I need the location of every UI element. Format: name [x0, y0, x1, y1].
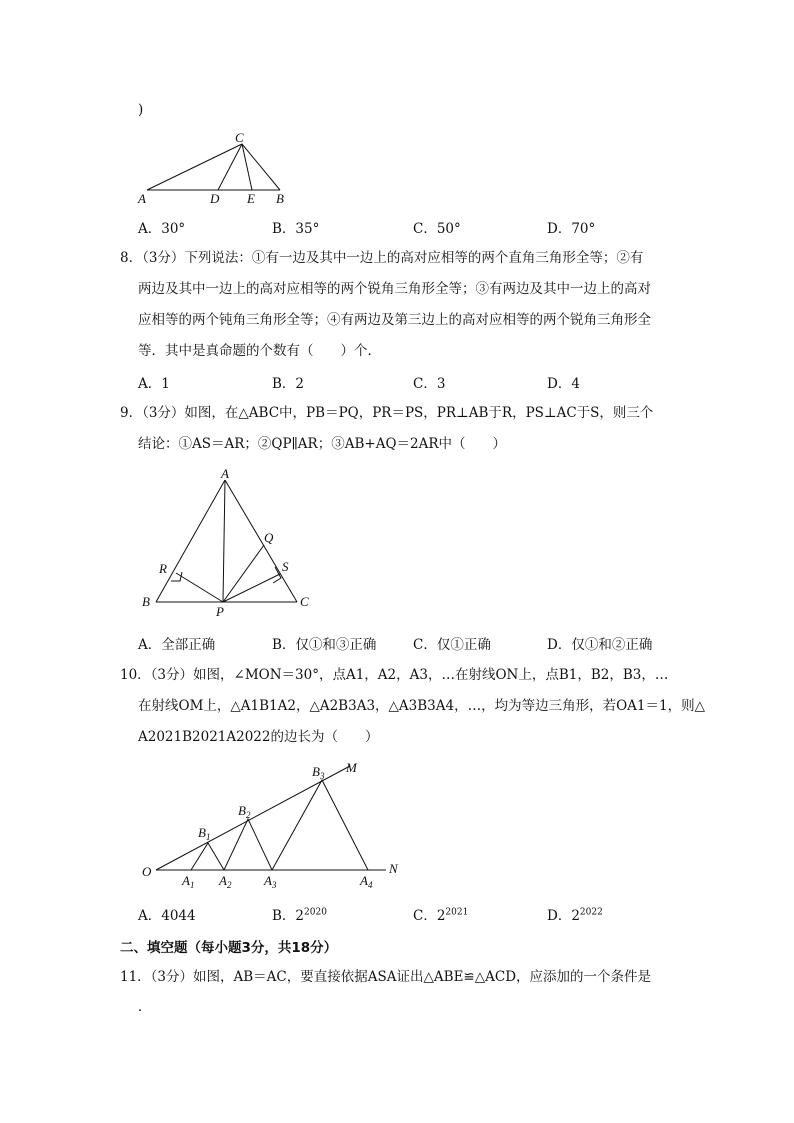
q7-label-e: E [247, 191, 255, 206]
q11-line-1: 11．（3分）如图，AB＝AC，要直接依据ASA证出△ABE≌△ACD，应添加的一个条件是 [120, 969, 652, 985]
q9-label-c: C [300, 594, 309, 609]
q8-option-b: B．2 [272, 376, 305, 392]
q9-label-b: B [142, 594, 150, 609]
q9-line-2: 结论：①AS＝AR；②QP∥AR；③AB+AQ＝2AR中（ ） [138, 436, 507, 452]
q7-label-c: C [235, 130, 244, 145]
q10-label-a4: $A_4$ [360, 873, 373, 890]
q10-option-c: C．$2^{2021}$ [413, 907, 469, 924]
q8-line-1: 8．（3分）下列说法：①有一边及其中一边上的高对应相等的两个直角三角形全等；②有 [120, 250, 644, 266]
q7-label-b: B [276, 191, 284, 206]
q8-line-2: 两边及其中一边上的高对应相等的两个锐角三角形全等；③有两边及其中一边上的高对 [138, 281, 651, 297]
q9-line-1: 9．（3分）如图，在△ABC中，PB＝PQ，PR＝PS，PR⊥AB于R，PS⊥AC于S，则三个 [120, 405, 654, 421]
q9-label-p: P [216, 604, 224, 616]
section-2-heading: 二、填空题（每小题3分，共18分） [120, 940, 338, 956]
q10-line-2: 在射线OM上，△A1B1A2，△A2B3A3，△A3B3A4，…，均为等边三角形，若OA1＝1，则△ [138, 698, 705, 714]
q10-label-a3: $A_3$ [264, 873, 277, 890]
q10-label-a1: $A_1$ [182, 873, 195, 890]
q8-option-a: A．1 [138, 376, 170, 392]
q10-label-b3: $B_3$ [312, 764, 325, 781]
q10-label-m: M [346, 760, 357, 775]
q8-option-c: C．3 [413, 376, 446, 392]
q10-option-a: A．4044 [138, 908, 196, 924]
q7-label-d: D [210, 191, 220, 206]
q10-option-b: B．$2^{2020}$ [272, 907, 327, 924]
q9-option-a: A．全部正确 [138, 637, 216, 653]
q9-option-b: B．仅①和③正确 [272, 637, 377, 653]
q10-label-n: N [389, 861, 398, 876]
q7-option-c: C．50° [413, 221, 461, 237]
q10-option-d: D．$2^{2022}$ [547, 907, 603, 924]
q9-option-d: D．仅①和②正确 [547, 637, 653, 653]
q10-line-3: A2021B2021A2022的边长为（ ） [138, 729, 379, 745]
q10-label-b2: $B_2$ [238, 803, 251, 820]
q10-label-a2: $A_2$ [219, 873, 232, 890]
q8-line-4: 等．其中是真命题的个数有（ ）个． [138, 343, 381, 359]
q7-close-paren: ) [138, 102, 144, 118]
q10-label-b1: $B_1$ [198, 825, 211, 842]
q10-label-o: O [142, 864, 152, 879]
q7-option-a: A．30° [138, 221, 186, 237]
q11-line-2: ． [138, 999, 152, 1015]
q9-label-q: Q [264, 530, 274, 545]
q7-triangle-figure [130, 128, 300, 208]
q10-line-1: 10．（3分）如图，∠MON＝30°，点A1，A2，A3，…在射线ON上，点B1，B2，B3，… [120, 667, 669, 683]
q8-option-d: D．4 [547, 376, 580, 392]
q7-option-b: B．35° [272, 221, 320, 237]
q7-option-d: D．70° [547, 221, 596, 237]
q9-label-r: R [159, 561, 167, 576]
q9-triangle-figure [134, 466, 324, 616]
q10-equilateral-chain-figure [136, 758, 416, 893]
q7-label-a: A [138, 191, 146, 206]
q9-option-c: C．仅①正确 [413, 637, 491, 653]
q9-label-s: S [282, 559, 289, 574]
q9-label-a: A [221, 466, 229, 481]
q8-line-3: 应相等的两个钝角三角形全等；④有两边及第三边上的高对应相等的两个锐角三角形全 [138, 312, 651, 328]
